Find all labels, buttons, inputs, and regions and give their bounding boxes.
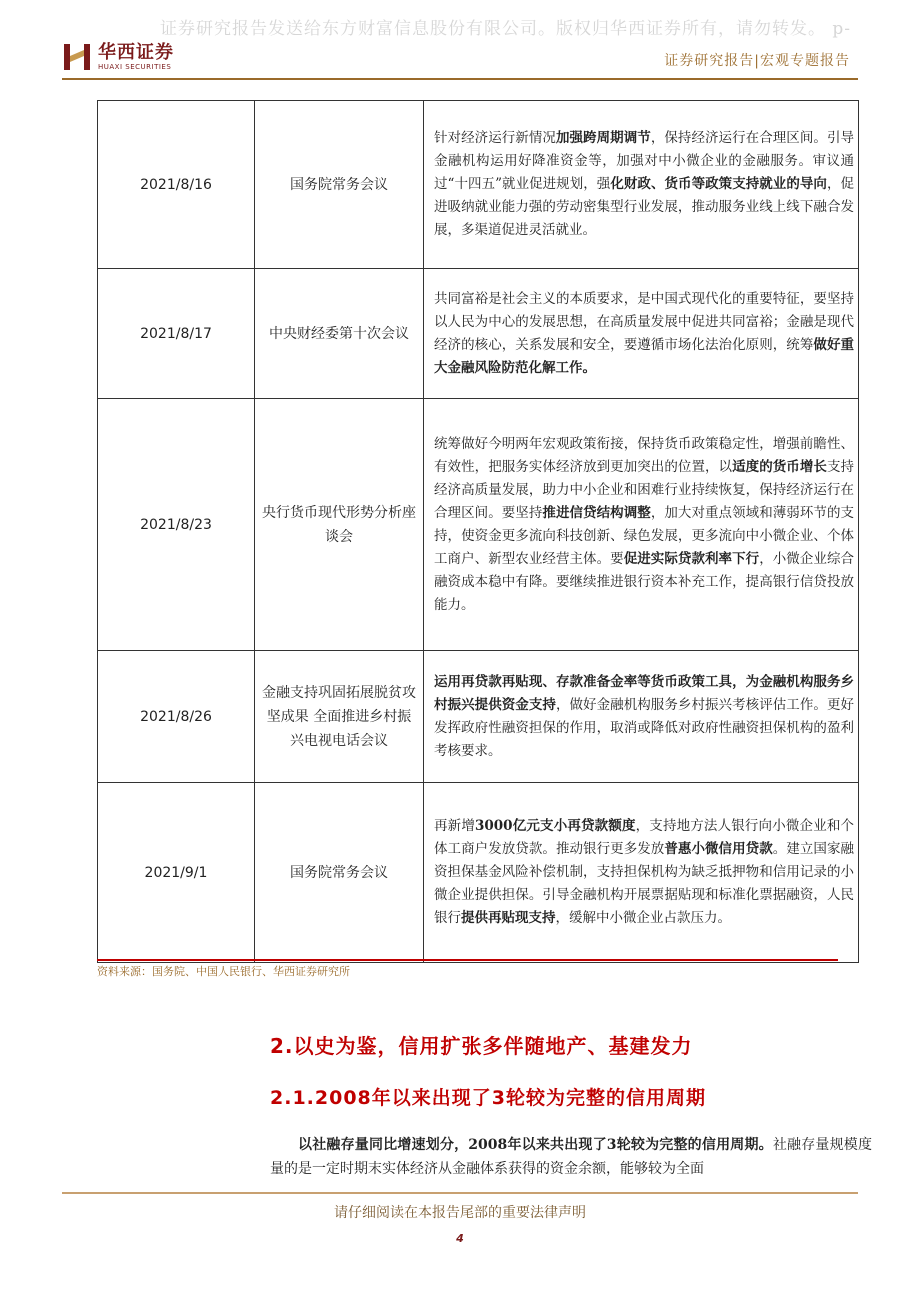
emphasis-text: 普惠小微信用贷款 xyxy=(664,841,773,857)
meeting-cell: 央行货币现代形势分析座谈会 xyxy=(255,399,424,651)
table-row xyxy=(98,269,859,399)
content-cell xyxy=(424,651,859,783)
text-run: 再新增 xyxy=(434,818,475,834)
section-heading: 2.以史为鉴，信用扩张多伴随地产、基建发力 xyxy=(270,1034,693,1058)
table-source: 资料来源：国务院、中国人民银行、华西证券研究所 xyxy=(97,965,350,978)
emphasis-text: 以社融存量同比增速划分，2008年以来共出现了3轮较为完整的信用周期。 xyxy=(298,1137,773,1153)
text-run: 支持经济高质量发展，助力中小企业和困难行业持续恢复，保持经济运行在合理区间。要坚持 xyxy=(434,458,855,521)
text-run: ，缓解中小微企业占款压力。 xyxy=(555,910,731,926)
meeting-cell: 金融支持巩固拓展脱贫攻坚成果 全面推进乡村振兴电视电话会议 xyxy=(255,651,424,783)
table-row xyxy=(98,651,859,783)
table-row xyxy=(98,399,859,651)
emphasis-text: 化财政、货币等政策支持就业的导向 xyxy=(610,176,827,192)
text-run: ，加大对重点领域和薄弱环节的支持，使资金更多流向科技创新、绿色发展，更多流向中小微企业、个体工商户、新型农业经营主体。要 xyxy=(434,504,855,567)
emphasis-text: 推进信贷结构调整 xyxy=(542,504,651,521)
date-cell: 2021/8/17 xyxy=(98,269,255,399)
table-row xyxy=(98,101,859,269)
text-run: ，保持经济运行在合理区间。引导金融机构运用好降准资金等，加强对中小微企业的金融服务。审议通过“十四五”就业促进规划，强 xyxy=(434,130,855,192)
text-run: 共同富裕是社会主义的本质要求，是中国式现代化的重要特征，要坚持以人民为中心的发展思想，在高质量发展中促进共同富裕；金融是现代经济的核心，关系发展和安全，要遵循市场化法治化原则，统筹 xyxy=(434,290,854,353)
watermark: 证券研究报告发送给东方财富信息股份有限公司。版权归华西证券所有，请勿转发。 p- xyxy=(160,19,852,39)
page-number: 4 xyxy=(456,1232,464,1245)
text-run: 。建立国家融资担保基金风险补偿机制，支持担保机构为缺乏抵押物和信用记录的小微企业提供担保。引导金融机构开展票据贴现和标准化票据融资，人民银行 xyxy=(434,841,855,926)
emphasis-text: 做好重大金融风险防范化解工作。 xyxy=(434,336,855,376)
report-type: 证券研究报告|宏观专题报告 xyxy=(664,53,850,69)
date-cell: 2021/8/23 xyxy=(98,399,255,651)
date-cell: 2021/9/1 xyxy=(98,783,255,963)
emphasis-text: 运用再贷款再贴现、存款准备金率等货币政策工具，为金融机构服务乡村振兴提供资金支持 xyxy=(434,673,854,713)
text-run: 针对经济运行新情况 xyxy=(434,130,556,146)
logo-cn: 华西证券 xyxy=(98,41,174,63)
emphasis-text: 3000亿元支小再贷款额度 xyxy=(474,818,636,834)
policy-table xyxy=(97,100,859,963)
meeting-cell: 中央财经委第十次会议 xyxy=(255,269,424,399)
content-cell xyxy=(424,399,859,651)
logo-en: HUAXI SECURITIES xyxy=(98,62,172,71)
meeting-cell: 国务院常务会议 xyxy=(255,783,424,963)
logo-mark-icon xyxy=(62,42,92,72)
text-run: ，小微企业综合融资成本稳中有降。要继续推进银行资本补充工作，提高银行信贷投放能力。 xyxy=(434,550,855,613)
meeting-cell: 国务院常务会议 xyxy=(255,101,424,269)
content-cell xyxy=(424,101,859,269)
emphasis-text: 适度的货币增长 xyxy=(732,458,827,475)
body-paragraph xyxy=(270,1133,872,1181)
footer-divider xyxy=(62,1192,858,1194)
table-row xyxy=(98,783,859,963)
text-run: 统筹做好今明两年宏观政策衔接，保持货币政策稳定性，增强前瞻性、有效性，把服务实体经济放到更加突出的位置，以 xyxy=(434,435,854,475)
text-run: ，支持地方法人银行向小微企业和个体工商户发放贷款。推动银行更多发放 xyxy=(434,818,855,857)
legal-notice: 请仔细阅读在本报告尾部的重要法律声明 xyxy=(334,1205,586,1221)
emphasis-text: 促进实际贷款利率下行 xyxy=(623,550,760,567)
company-logo xyxy=(62,42,174,72)
subsection-heading: 2.1.2008年以来出现了3轮较为完整的信用周期 xyxy=(270,1087,706,1109)
text-run: 社融存量规模度量的是一定时期末实体经济从金融体系获得的资金余额，能够较为全面 xyxy=(270,1137,872,1177)
emphasis-text: 加强跨周期调节 xyxy=(555,130,651,146)
emphasis-text: 提供再贴现支持 xyxy=(461,910,556,926)
source-divider xyxy=(97,959,838,961)
text-run: ，促进吸纳就业能力强的劳动密集型行业发展，推动服务业线上线下融合发展，多渠道促进灵活就业。 xyxy=(434,176,855,238)
date-cell: 2021/8/26 xyxy=(98,651,255,783)
content-cell xyxy=(424,783,859,963)
content-cell xyxy=(424,269,859,399)
date-cell: 2021/8/16 xyxy=(98,101,255,269)
text-run: ，做好金融机构服务乡村振兴考核评估工作。更好发挥政府性融资担保的作用，取消或降低对政府性融资担保机构的盈利考核要求。 xyxy=(434,696,855,759)
header-divider xyxy=(62,78,858,80)
